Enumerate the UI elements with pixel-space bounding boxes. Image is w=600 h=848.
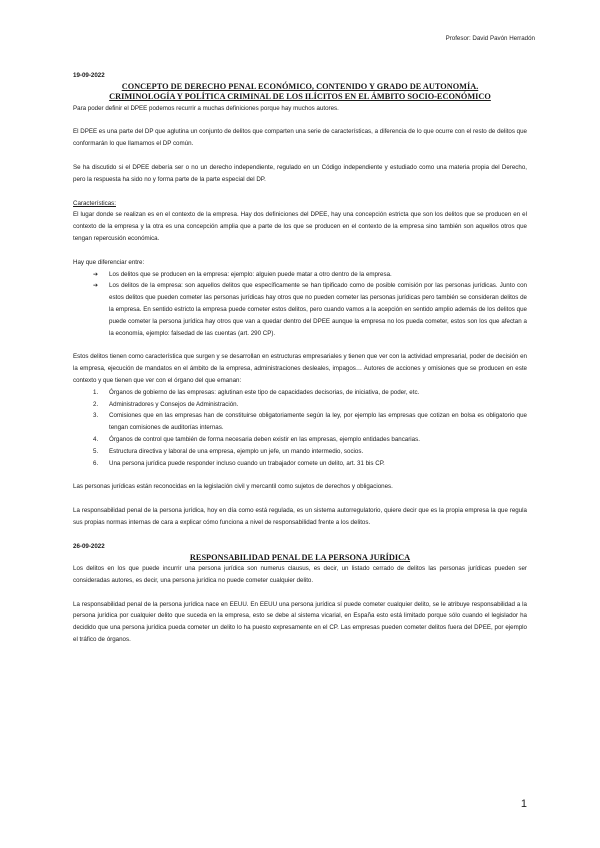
section-title-line-1: CONCEPTO DE DERECHO PENAL ECONÓMICO, CONTENIDO Y GRADO DE AUTONOMÍA. — [121, 81, 479, 91]
paragraph: La responsabilidad penal de la persona jurídica, hoy en día como está regulada, es un sistema autorregulatorio, quiere decir que es la propia empresa la que regula sus propias normas internas de cara a explicar cómo funciona a nivel de responsabilidad frente a los delitos. — [73, 507, 527, 526]
arrow-bullet-icon: ➔ — [93, 270, 99, 278]
section-title: RESPONSABILIDAD PENAL DE LA PERSONA JURÍDICA — [189, 552, 411, 562]
list-number: 2. — [93, 400, 99, 408]
section-title-line-2: CRIMINOLOGÍA Y POLÍTICA CRIMINAL DE LOS ILÍCITOS EN EL ÁMBITO SOCIO-ECONÓMICO — [109, 92, 491, 102]
paragraph: Estos delitos tienen como característica que surgen y se desarrollan en estructuras empresariales y tienen que ver con la actividad empresarial, poder de decisión en la empresa, ejecución de mandatos en el ámbito de la empresa, administraciones desleales, impagos… Autores de acciones y omisiones que se producen en este contexto y que tienen que ver con el órgano del que emanan: — [73, 353, 527, 384]
paragraph: El DPEE es una parte del DP que aglutina un conjunto de delitos que comparten una serie de características, a diferencia de lo que ocurre con el resto de delitos que conformarán lo que llamamos el DP común. — [73, 128, 527, 148]
paragraph: Hay que diferenciar entre: — [73, 258, 145, 266]
paragraph: Las personas jurídicas están reconocidas en la legislación civil y mercantil como sujetos de derechos y obligaciones. — [73, 483, 393, 491]
list-item — [93, 446, 527, 458]
paragraph: La responsabilidad penal de la persona jurídica nace en EEUU. En EEUU una persona jurídica sí puede cometer cualquier delito, se le atribuye responsabilidad a la persona jurídica por cualquier delito que suceda en la empresa, esto se debe al sistema vicarial, en España esto está limitado porque sólo cuando el legislador ha decidido que una persona jurídica pueda cometer un delito lo ha puesto expresamente en el CP. Las empresas pueden cometer delitos fuera del DPEE, por ejemplo el tráfico de órganos. — [73, 600, 527, 643]
list-item-text: Administradores y Consejos de Administración. — [109, 400, 239, 408]
list-item-text: Estructura directiva y laboral de una empresa, ejemplo un jefe, un mando intermedio, socios. — [109, 447, 364, 455]
list-item — [93, 280, 527, 339]
list-item-text: Los delitos de la empresa: son aquellos delitos que específicamente se han tipificado como de posible comisión por las personas jurídicas. Junto con estos delitos que pueden cometer las personas jurídicas hay otros que no pueden cometer las personas jurídicas pero también se consideran delitos de la empresa. En sentido estricto la empresa puede cometer estos delitos, pero cuando vamos a la acepción en sentido amplio además de los delitos que puede cometer la persona jurídica hay otros que van a quedar dentro del DPEE aunque la empresa no los pueda cometer, estos son los que afectan a la economía, ejemplo: falsedad de las cuentas (art. 290 CP). — [109, 282, 527, 337]
paragraph: Se ha discutido si el DPEE debería ser o no un derecho independiente, regulado en un Código independiente y estudiado como una materia propia del Derecho, pero la respuesta ha sido no y forma parte de la parte especial del DP. — [73, 164, 527, 183]
document-body — [73, 70, 527, 646]
paragraph: Los delitos en los que puede incurrir una persona jurídica son numerus clausus, es decir, un listado cerrado de delitos las personas jurídicas pueden ser consideradas autores, es decir, una persona jurídica no puede cometer cualquier delito. — [73, 564, 527, 584]
list-item — [93, 458, 527, 470]
list-item — [93, 399, 527, 411]
list-item-text: Órganos de gobierno de las empresas: aglutinan este tipo de capacidades decisorias, de iniciativa, de poder, etc. — [109, 388, 420, 396]
list-item — [93, 269, 527, 281]
header-author: Profesor: David Pavón Herradón — [445, 35, 535, 42]
list-item-text: Los delitos que se producen en la empresa: ejemplo: alguien puede matar a otro dentro de la empresa. — [109, 270, 392, 278]
list-item-text: Órganos de control que también de forma necesaria deben existir en las empresas, ejemplo entidades bancarias. — [109, 435, 420, 443]
list-item — [93, 434, 527, 446]
section-date: 19-09-2022 — [73, 72, 105, 79]
list-item-text: Una persona jurídica puede responder incluso cuando un trabajador comete un delito, art. 31 bis CP. — [109, 459, 385, 467]
list-item-text: Comisiones que en las empresas han de constituirse obligatoriamente según la ley, por ejemplo las empresas que cotizan en bolsa es obligatorio que tengan comisiones de auditorías internas. — [109, 412, 527, 432]
list-number: 3. — [93, 412, 99, 420]
list-item — [93, 387, 527, 399]
numbered-list — [73, 387, 527, 470]
arrow-bullet-icon: ➔ — [93, 282, 99, 290]
list-item — [93, 410, 527, 434]
section-date: 26-09-2022 — [73, 542, 105, 550]
list-number: 6. — [93, 459, 99, 467]
list-number: 4. — [93, 435, 99, 443]
paragraph: El lugar donde se realizan es en el contexto de la empresa. Hay dos definiciones del DPEE, hay una concepción estricta que son los delitos que se producen en el contexto de la empresa y la otra es una concepción amplia que a parte de los que se producen en el contexto de la empresa sino también son aquellos otros que tengan repercusión económica. — [73, 211, 527, 242]
paragraph: Para poder definir el DPEE podemos recurrir a muchas definiciones porque hay muchos autores. — [73, 104, 339, 112]
page-number: 1 — [520, 798, 527, 810]
arrow-list — [73, 269, 527, 340]
list-number: 1. — [93, 388, 99, 396]
list-number: 5. — [93, 447, 99, 455]
characteristics-heading: Características: — [73, 199, 116, 207]
